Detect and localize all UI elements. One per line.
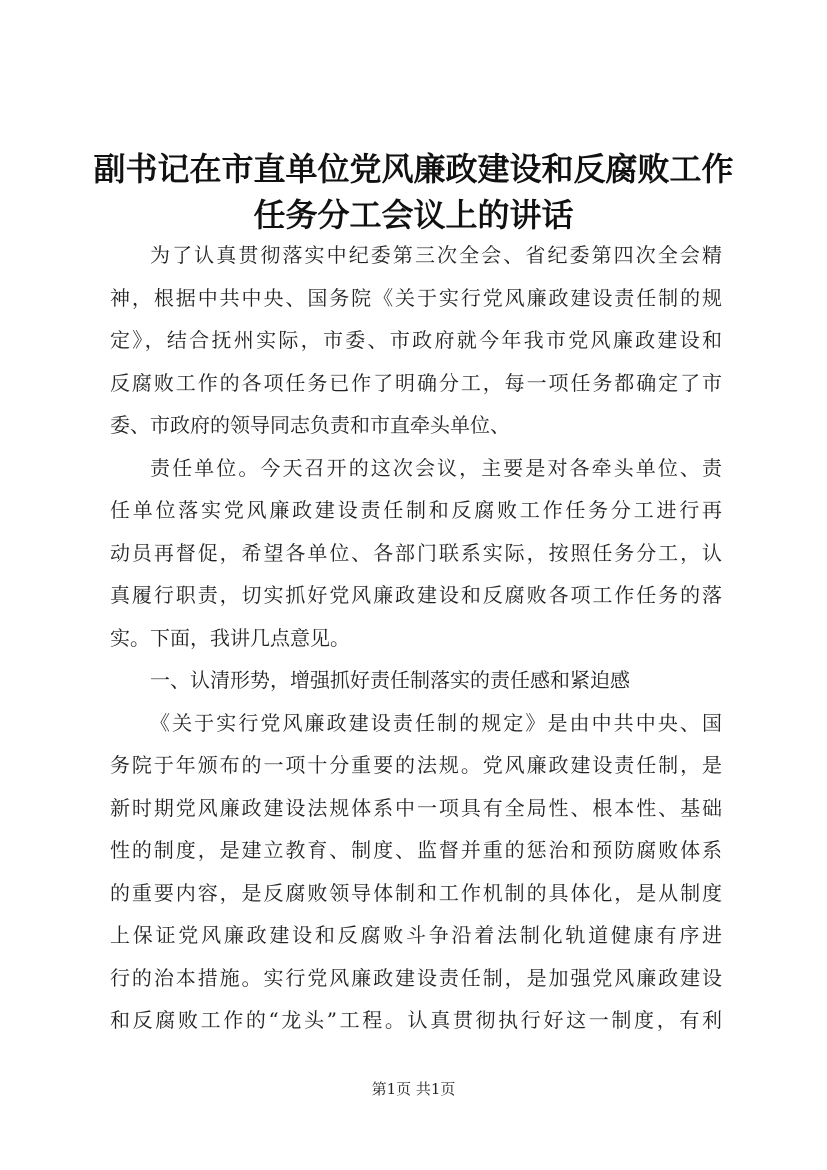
body-line: 性的制度，是建立教育、制度、监督并重的惩治和预防腐败体系	[110, 838, 722, 862]
body-line: 新时期党风廉政建设法规体系中一项具有全局性、根本性、基础	[110, 795, 722, 820]
document-title-line-2: 任务分工会议上的讲话	[253, 196, 574, 234]
body-line: 的重要内容，是反腐败领导体制和工作机制的具体化，是从制度	[110, 880, 722, 905]
page-footer: 第1页 共1页	[371, 1080, 456, 1098]
body-line: 动员再督促，希望各单位、各部门联系实际，按照任务分工，认	[110, 540, 722, 565]
body-line: 反腐败工作的各项任务已作了明确分工，每一项任务都确定了市	[110, 370, 722, 395]
body-line: 和反腐败工作的“龙头”工程。认真贯彻执行好这一制度，有利	[110, 1008, 722, 1032]
body-line: 责任单位。今天召开的这次会议，主要是对各牵头单位、责	[150, 455, 722, 480]
body-line: 为了认真贯彻落实中纪委第三次全会、省纪委第四次全会精	[150, 243, 722, 267]
body-line: 行的治本措施。实行党风廉政建设责任制，是加强党风廉政建设	[110, 965, 722, 990]
body-line: 务院于年颁布的一项十分重要的法规。党风廉政建设责任制，是	[110, 753, 722, 777]
document-title-line-1: 副书记在市直单位党风廉政建设和反腐败工作	[93, 150, 734, 188]
body-line: 《关于实行党风廉政建设责任制的规定》是由中共中央、国	[150, 710, 722, 735]
body-line: 实。下面，我讲几点意见。	[110, 625, 350, 650]
body-line: 委、市政府的领导同志负责和市直牵头单位、	[110, 413, 510, 437]
body-line: 定》，结合抚州实际，市委、市政府就今年我市党风廉政建设和	[110, 328, 722, 352]
section-heading: 一、认清形势，增强抓好责任制落实的责任感和紧迫感	[150, 668, 630, 692]
body-line: 上保证党风廉政建设和反腐败斗争沿着法制化轨道健康有序进	[110, 923, 722, 947]
body-line: 神，根据中共中央、国务院《关于实行党风廉政建设责任制的规	[110, 285, 722, 310]
body-line: 任单位落实党风廉政建设责任制和反腐败工作任务分工进行再	[110, 498, 722, 522]
body-line: 真履行职责，切实抓好党风廉政建设和反腐败各项工作任务的落	[110, 583, 722, 607]
document-body	[110, 234, 722, 1042]
